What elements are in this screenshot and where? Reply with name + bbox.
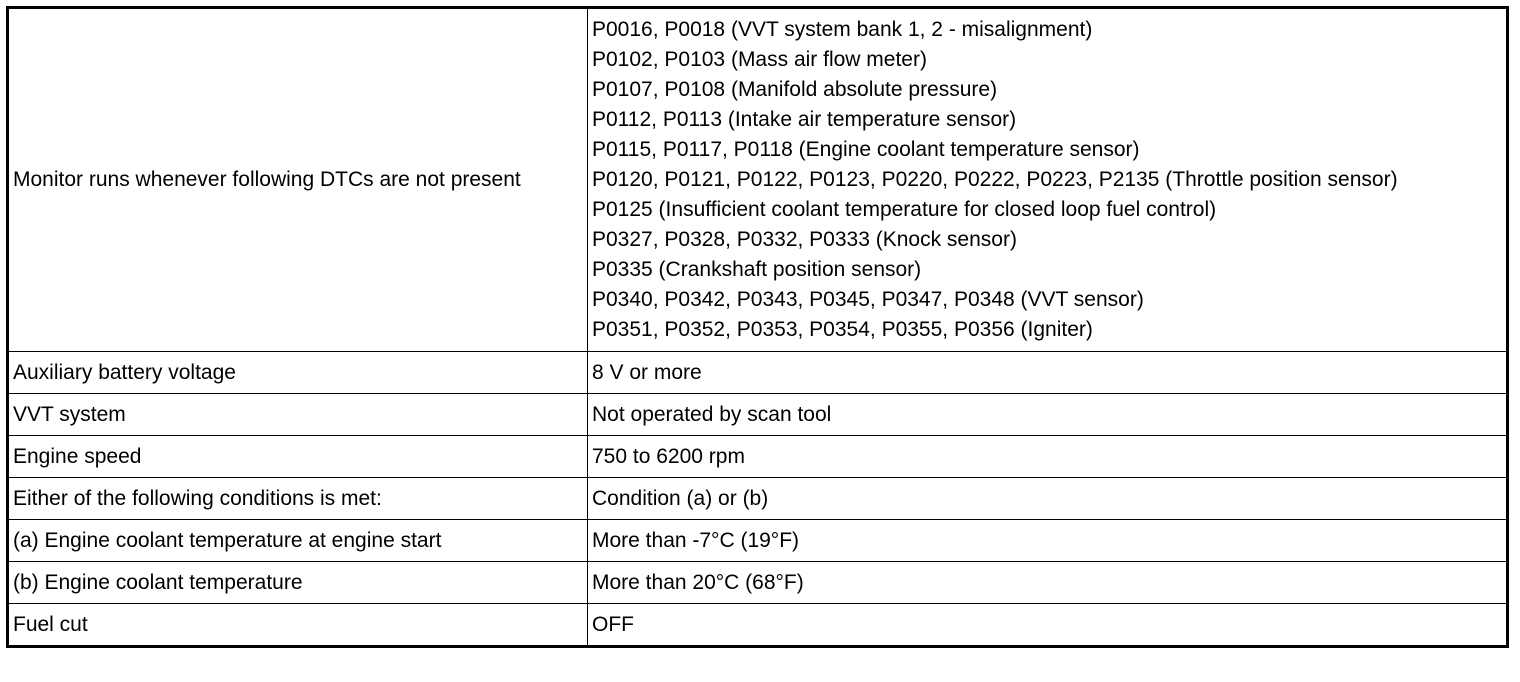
condition-value: More than -7°C (19°F) — [588, 520, 1508, 562]
dtc-item: P0115, P0117, P0118 (Engine coolant temperature sensor) — [592, 138, 1140, 161]
dtc-list-cell — [588, 8, 1508, 352]
table-row — [8, 478, 1508, 520]
table-row — [8, 352, 1508, 394]
condition-item: Fuel cut — [8, 604, 588, 647]
condition-value: Condition (a) or (b) — [588, 478, 1508, 520]
condition-item: Either of the following conditions is met: — [8, 478, 588, 520]
conditions-table — [6, 6, 1509, 648]
dtc-item: P0107, P0108 (Manifold absolute pressure) — [592, 78, 998, 101]
table-row — [8, 604, 1508, 647]
dtc-item: P0340, P0342, P0343, P0345, P0347, P0348 (VVT sensor) — [592, 288, 1144, 311]
dtc-item: P0120, P0121, P0122, P0123, P0220, P0222, P0223, P2135 (Throttle position sensor) — [592, 168, 1398, 191]
table-row — [8, 562, 1508, 604]
condition-value: More than 20°C (68°F) — [588, 562, 1508, 604]
condition-value: OFF — [588, 604, 1508, 647]
condition-value: Not operated by scan tool — [588, 394, 1508, 436]
table-row — [8, 436, 1508, 478]
table-row — [8, 394, 1508, 436]
dtc-condition-label: Monitor runs whenever following DTCs are not present — [8, 8, 588, 352]
dtc-item: P0016, P0018 (VVT system bank 1, 2 - misalignment) — [592, 18, 1093, 41]
condition-item: Engine speed — [8, 436, 588, 478]
dtc-item: P0102, P0103 (Mass air flow meter) — [592, 48, 927, 71]
condition-item: VVT system — [8, 394, 588, 436]
table-row-dtc — [8, 8, 1508, 352]
condition-item: (a) Engine coolant temperature at engine start — [8, 520, 588, 562]
condition-value: 750 to 6200 rpm — [588, 436, 1508, 478]
dtc-item: P0112, P0113 (Intake air temperature sensor) — [592, 108, 1017, 131]
table-row — [8, 520, 1508, 562]
condition-item: (b) Engine coolant temperature — [8, 562, 588, 604]
condition-item: Auxiliary battery voltage — [8, 352, 588, 394]
condition-value: 8 V or more — [588, 352, 1508, 394]
dtc-item: P0335 (Crankshaft position sensor) — [592, 258, 922, 281]
dtc-item: P0125 (Insufficient coolant temperature for closed loop fuel control) — [592, 198, 1217, 221]
dtc-item: P0327, P0328, P0332, P0333 (Knock sensor) — [592, 228, 1017, 251]
dtc-item: P0351, P0352, P0353, P0354, P0355, P0356 (Igniter) — [592, 318, 1093, 341]
